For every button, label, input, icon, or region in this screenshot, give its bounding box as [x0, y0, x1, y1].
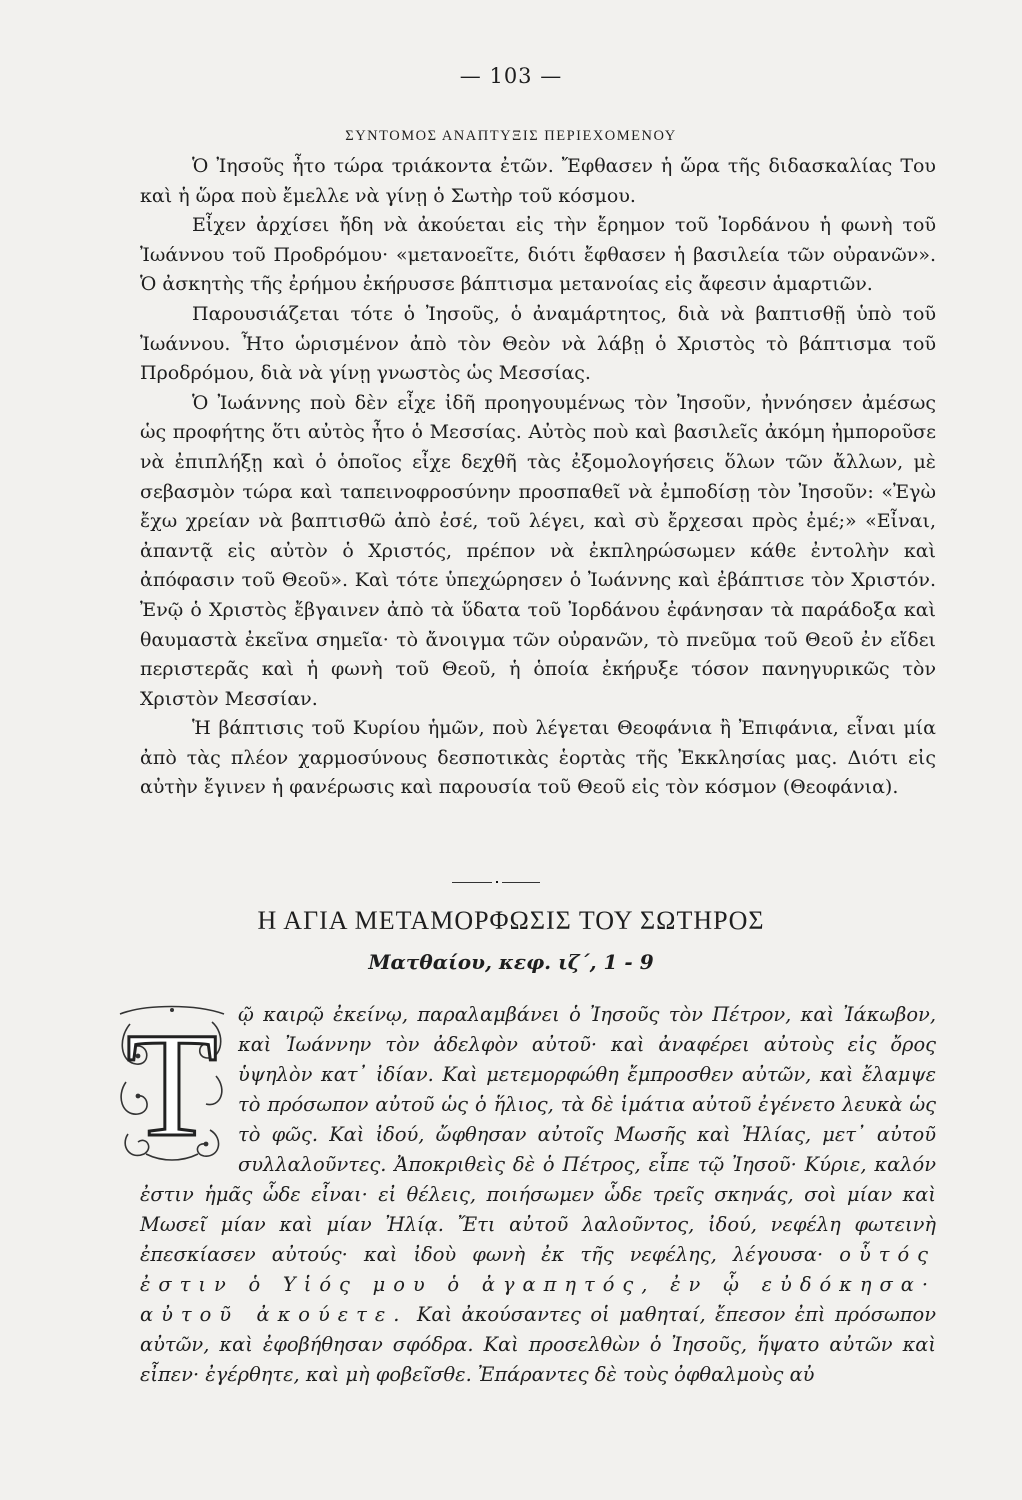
section-divider: [452, 882, 540, 884]
scripture-reference: Ματθαίου, κεφ. ιζ΄, 1 - 9: [368, 950, 654, 974]
gospel-text-continued: Καὶ ἀκούσαντες οἱ μαθηταί, ἔπεσον ἐπὶ πρόσωπον αὐτῶν, καὶ ἐφοβήθησαν σφόδρα. Καὶ προσελθὼν ὁ Ἰησοῦς, ἥψατο αὐτῶν καὶ εἶπεν· ἐγέρθητε, καὶ μὴ φοβεῖσθε. Ἐπάραντες δὲ τοὺς ὀφθαλμοὺς αὐ: [140, 1303, 936, 1386]
running-head: ΣΥΝΤΟΜΟΣ ΑΝΑΠΤΥΞΙΣ ΠΕΡΙΕΧΟΜΕΝΟΥ: [345, 128, 677, 144]
drop-cap-letter: T: [126, 1002, 218, 1168]
page-number: — 103 —: [459, 64, 563, 88]
summary-text: [140, 152, 936, 803]
gospel-reading: [126, 1000, 936, 1390]
section-title: Η ΑΓΙΑ ΜΕΤΑΜΟΡΦΩΣΙΣ ΤΟΥ ΣΩΤΗΡΟΣ: [257, 906, 765, 935]
gospel-text: ῷ καιρῷ ἐκείνῳ, παραλαμβάνει ὁ Ἰησοῦς τὸν Πέτρον, καὶ Ἰάκωβον, καὶ Ἰωάννην τὸν ἀδελφὸν αὐτοῦ· καὶ ἀναφέρει αὐτοὺς εἰς ὄρος ὑψηλὸν κατ᾽ ἰδίαν. Καὶ μετεμορφώθη ἔμπροσθεν αὐτῶν, καὶ ἔλαμψε τὸ πρόσωπον αὐτοῦ ὡς ὁ ἥλιος, τὰ δὲ ἱμάτια αὐτοῦ ἐγένετο λευκὰ ὡς τὸ φῶς. Καὶ ἰδού, ὤφθησαν αὐτοῖς Μωσῆς καὶ Ἠλίας, μετ᾽ αὐτοῦ συλλαλοῦντες. Ἀποκριθεὶς δὲ ὁ Πέτρος, εἶπε τῷ Ἰησοῦ· Κύριε, καλόν ἐστιν ἡμᾶς ὧδε εἶναι· εἰ θέλεις, ποιήσωμεν ὧδε τρεῖς σκηνάς, σοὶ μίαν καὶ Μωσεῖ μίαν καὶ μίαν Ἠλίᾳ. Ἔτι αὐτοῦ λαλοῦντος, ἰδού, νεφέλη φωτεινὴ ἐπεσκίασεν αὐτούς· καὶ ἰδοὺ φωνὴ ἐκ τῆς νεφέλης, λέγουσα·: [140, 1003, 936, 1266]
paragraph: Εἶχεν ἀρχίσει ἤδη νὰ ἀκούεται εἰς τὴν ἔρημον τοῦ Ἰορδάνου ἡ φωνὴ τοῦ Ἰωάννου τοῦ Προδρόμου· «μετανοεῖτε, διότι ἔφθασεν ἡ βασιλεία τῶν οὐρανῶν». Ὁ ἀσκητὴς τῆς ἐρήμου ἐκήρυσσε βάπτισμα μετανοίας εἰς ἄφεσιν ἁμαρτιῶν.: [140, 214, 936, 296]
paragraph: Ὁ Ἰησοῦς ἦτο τώρα τριάκοντα ἐτῶν. Ἔφθασεν ἡ ὥρα τῆς διδασκαλίας Του καὶ ἡ ὥρα ποὺ ἔμελλε νὰ γίνῃ ὁ Σωτὴρ τοῦ κόσμου.: [140, 155, 936, 207]
paragraph: Παρουσιάζεται τότε ὁ Ἰησοῦς, ὁ ἀναμάρτητος, διὰ νὰ βαπτισθῇ ὑπὸ τοῦ Ἰωάννου. Ἦτο ὡρισμένον ἀπὸ τὸν Θεὸν νὰ λάβῃ ὁ Χριστὸς τὸ βάπτισμα τοῦ Προδρόμου, διὰ νὰ γίνῃ γνωστὸς ὡς Μεσσίας.: [140, 302, 936, 385]
gospel-spaced-text: οὗτός ἐστιν ὁ Υἱός μου ὁ ἀγαπητός, ἐν ᾧ εὐδόκησα· αὐτοῦ ἀκούετε.: [140, 1243, 936, 1326]
paragraph: Ὁ Ἰωάννης ποὺ δὲν εἶχε ἰδῆ προηγουμένως τὸν Ἰησοῦν, ἠννόησεν ἀμέσως ὡς προφήτης ὅτι αὐτὸς ἦτο ὁ Μεσσίας. Αὐτὸς ποὺ καὶ βασιλεῖς ἀκόμη ἠμποροῦσε νὰ ἐπιπλήξῃ καὶ ὁ ὁποῖος εἶχε δεχθῆ τὰς ἐξομολογήσεις ὅλων τῶν ἄλλων, μὲ σεβασμὸν τώρα καὶ ταπεινοφροσύνην προσπαθεῖ νὰ ἐμποδίσῃ τὸν Ἰησοῦν: «Ἐγὼ ἔχω χρείαν νὰ βαπτισθῶ ἀπὸ ἐσέ, τοῦ λέγει, καὶ σὺ ἔρχεσαι πρὸς ἐμέ;» «Εἶναι, ἀπαντᾷ εἰς αὐτὸν ὁ Χριστός, πρέπον νὰ ἐκπληρώσωμεν κάθε ἐντολὴν καὶ ἀπόφασιν τοῦ Θεοῦ». Καὶ τότε ὑπεχώρησεν ὁ Ἰωάννης καὶ ἐβάπτισε τὸν Χριστόν. Ἐνῷ ὁ Χριστὸς ἔβγαινεν ἀπὸ τὰ ὕδατα τοῦ Ἰορδάνου ἐφάνησαν τὰ παράδοξα καὶ θαυμαστὰ ἐκεῖνα σημεῖα· τὸ ἄνοιγμα τῶν οὐρανῶν, τὸ πνεῦμα τοῦ Θεοῦ ἐν εἴδει περιστερᾶς καὶ ἡ φωνὴ τοῦ Θεοῦ, ἡ ὁποία ἐκήρυξε τόσον πανηγυρικῶς τὸν Χριστὸν Μεσσίαν.: [140, 391, 936, 710]
drop-cap-ornament: [116, 1002, 228, 1168]
paragraph: Ἡ βάπτισις τοῦ Κυρίου ἡμῶν, ποὺ λέγεται Θεοφάνια ἢ Ἐπιφάνια, εἶναι μία ἀπὸ τὰς πλέον χαρμοσύνους δεσποτικὰς ἑορτὰς τῆς Ἐκκλησίας μας. Διότι εἰς αὐτὴν ἔγινεν ἡ φανέρωσις καὶ παρουσία τοῦ Θεοῦ εἰς τὸν κόσμον (Θεοφάνια).: [140, 717, 936, 799]
